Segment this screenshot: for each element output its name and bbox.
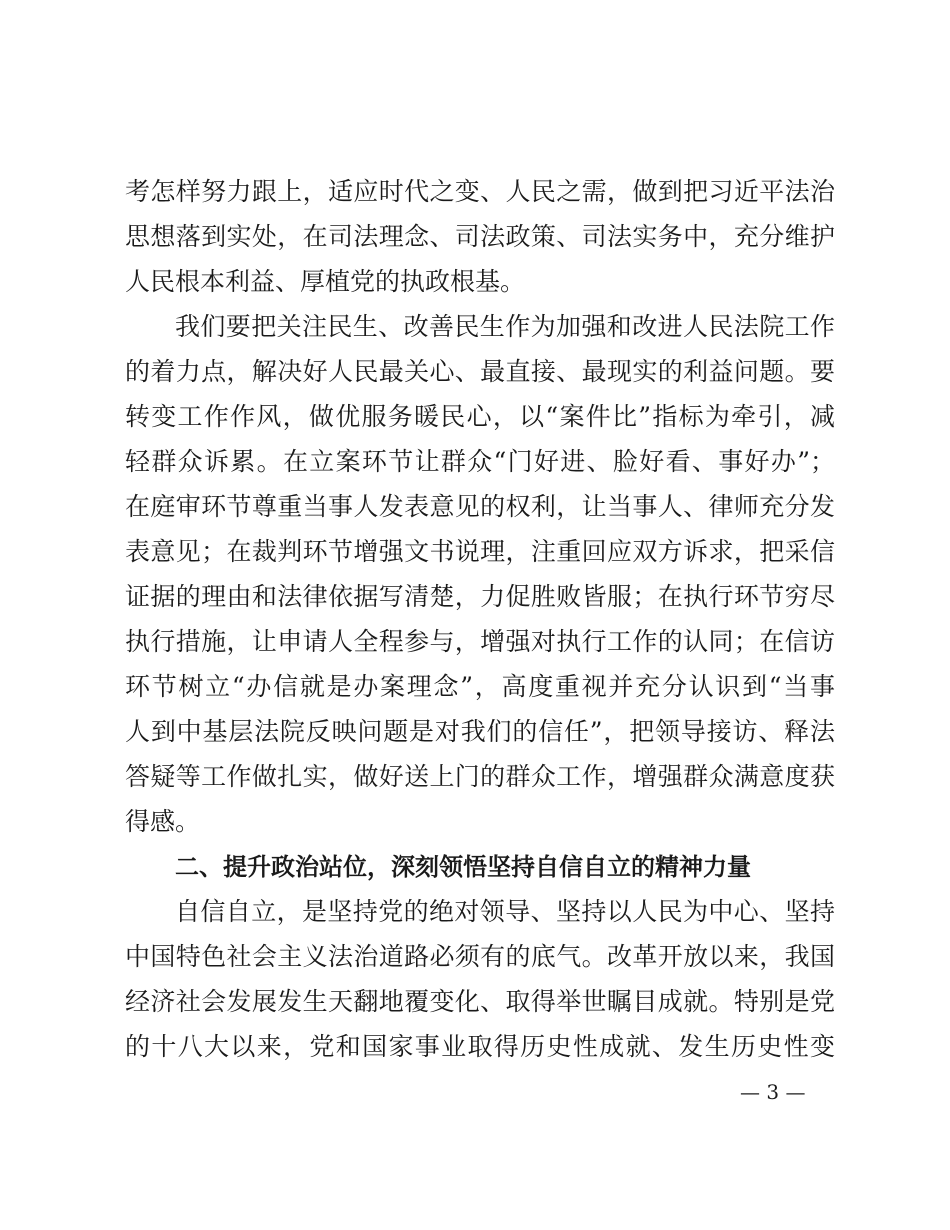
paragraph-line: 人民根本利益、厚植党的执政根基。 (125, 267, 526, 296)
page-number: — 3 — (740, 1080, 806, 1104)
section-heading: 二、提升政治站位，深刻领悟坚持自信自立的精神力量 (175, 853, 751, 881)
paragraph-line: 表意见；在裁判环节增强文书说理，注重回应双方诉求，把采信 (125, 537, 835, 566)
paragraph-line: 中国特色社会主义法治道路必须有的底气。改革开放以来，我国 (125, 942, 835, 971)
paragraph-line: 我们要把关注民生、改善民生作为加强和改进人民法院工作 (175, 312, 835, 341)
paragraph-line: 轻群众诉累。在立案环节让群众“门好进、脸好看、事好办”； (125, 447, 835, 476)
paragraph-line: 答疑等工作做扎实，做好送上门的群众工作，增强群众满意度获 (125, 762, 835, 791)
paragraph-line: 转变工作作风，做优服务暖民心，以“案件比”指标为牵引，减 (125, 402, 835, 431)
paragraph-line: 的着力点，解决好人民最关心、最直接、最现实的利益问题。要 (125, 357, 835, 386)
paragraph-line: 证据的理由和法律依据写清楚，力促胜败皆服；在执行环节穷尽 (125, 582, 835, 611)
paragraph-line: 的十八大以来，党和国家事业取得历史性成就、发生历史性变 (125, 1032, 835, 1061)
paragraph-line: 得感。 (125, 807, 201, 836)
paragraph-line: 在庭审环节尊重当事人发表意见的权利，让当事人、律师充分发 (125, 492, 835, 521)
paragraph-line: 环节树立“办信就是办案理念”，高度重视并充分认识到“当事 (125, 672, 835, 701)
paragraph-line: 执行措施，让申请人全程参与，增强对执行工作的认同；在信访 (125, 627, 835, 656)
paragraph-line: 自信自立，是坚持党的绝对领导、坚持以人民为中心、坚持 (175, 897, 835, 926)
paragraph-line: 人到中基层法院反映问题是对我们的信任”，把领导接访、释法 (125, 717, 835, 746)
paragraph-line: 考怎样努力跟上，适应时代之变、人民之需，做到把习近平法治 (125, 177, 835, 206)
paragraph-line: 经济社会发展发生天翻地覆变化、取得举世瞩目成就。特别是党 (125, 987, 835, 1016)
paragraph-line: 思想落到实处，在司法理念、司法政策、司法实务中，充分维护 (125, 222, 835, 251)
